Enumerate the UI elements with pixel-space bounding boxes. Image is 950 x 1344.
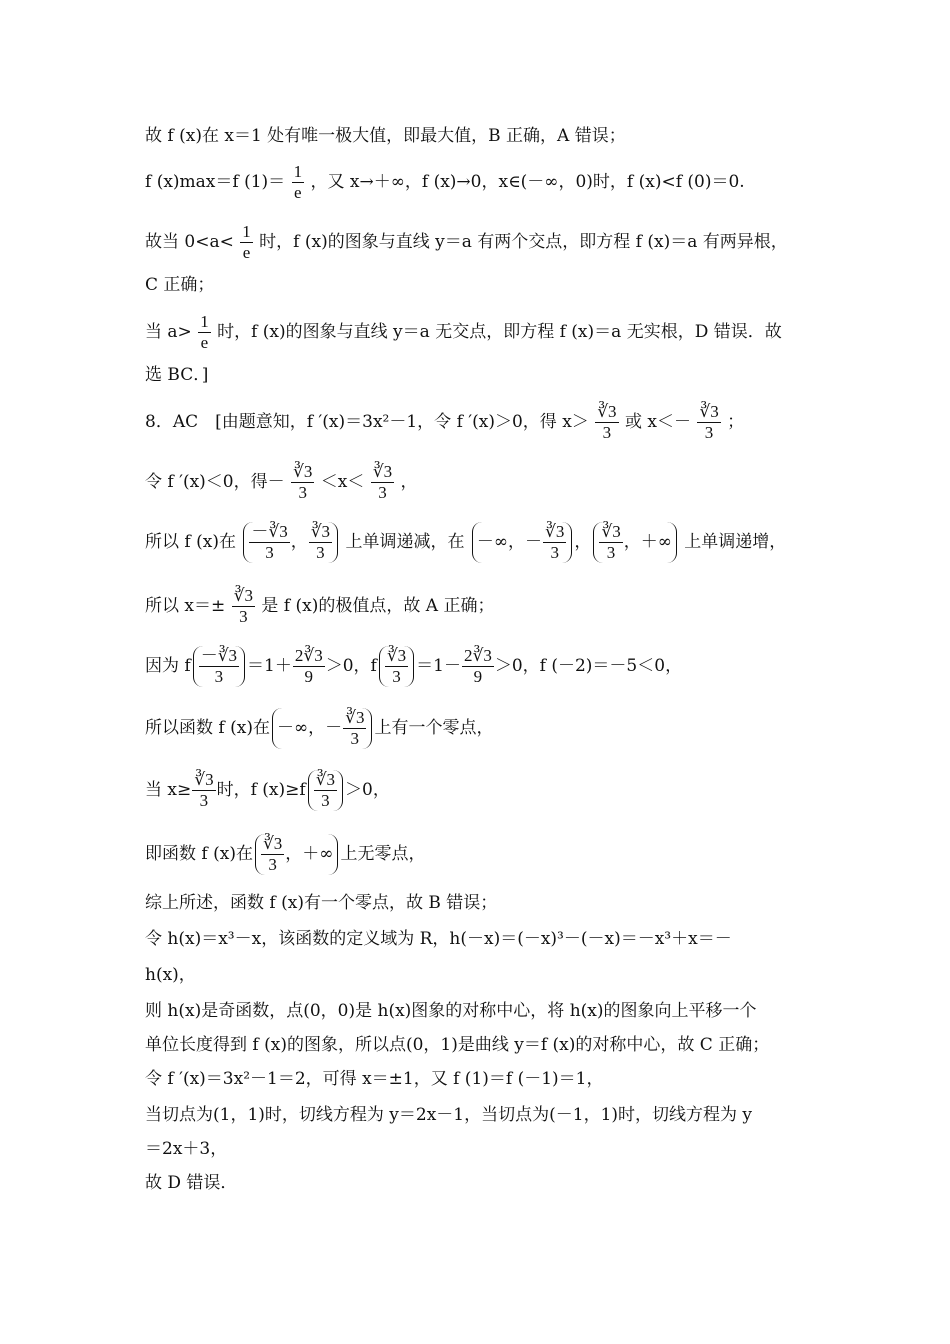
interval-paren [243,522,338,563]
denominator: 9 [304,667,314,686]
line-text: 令 h(x)＝x³－x，该函数的定义域为 R，h(－x)＝(－x)³－(－x)＝－x³＋x＝－ [145,929,732,949]
numerator: －∛3 [200,646,238,665]
line-text: 上有一个零点， [374,718,494,738]
arg-paren [379,646,414,687]
denominator: e [294,183,302,202]
text-line-4 [145,274,214,296]
denominator: 3 [239,607,248,626]
text-line-12 [145,708,493,749]
comma: ， [285,844,303,864]
line-text: ＞0，f [325,656,377,676]
denominator: 3 [704,423,714,442]
fraction-cbrt3-over-3 [232,586,255,627]
punctuation: ； [727,412,745,432]
fraction-one-over-e [240,222,253,263]
line-text: h(x)， [145,965,196,985]
text-line-23 [145,1172,237,1194]
fraction-2cbrt3-over-9 [462,646,494,687]
line-text: 或 x＜－ [624,412,691,432]
text-line-13 [145,770,390,811]
fraction-cbrt3-over-3 [192,770,215,811]
numerator: ∛3 [310,522,331,541]
line-text: ＝1－ [416,656,461,676]
text-line-7 [145,402,744,443]
denominator: 3 [350,729,360,748]
text-line-9 [145,522,786,563]
neg-inf: －∞ [476,532,509,552]
fraction-cbrt3-over-3 [595,402,618,443]
text-line-20 [145,1068,604,1090]
line-text: 令 f ′(x)＝3x²－1＝2，可得 x＝±1，又 f (1)＝f (－1)＝1， [145,1069,604,1089]
denominator: 3 [298,483,307,502]
fraction-cbrt3-over-3 [599,522,622,563]
text-line-21 [145,1104,752,1126]
interval-paren [255,834,339,875]
numerator: ∛3 [372,462,393,481]
line-text: 时，f (x)≥f [216,780,306,800]
denominator: 3 [321,791,330,810]
denominator: 3 [392,667,401,686]
fraction-cbrt3-over-3 [261,834,284,875]
fraction-neg-cbrt3-over-3 [199,646,239,687]
line-text: 故 D 错误． [145,1173,238,1193]
line-text: 时，f (x)的图象与直线 y＝a 无交点，即方程 f (x)＝a 无实根，D 错误．故 [217,322,782,342]
numerator: 1 [200,312,209,331]
fraction-one-over-e [292,162,305,203]
fraction-cbrt3-over-3 [314,770,337,811]
numerator: ∛3 [293,462,313,481]
fraction-2cbrt3-over-9 [293,646,325,687]
text-line-3 [145,222,788,263]
denominator: 3 [602,423,612,442]
text-line-5 [145,312,782,353]
comma: ， [508,532,526,552]
line-text: 单位长度得到 f (x)的图象，所以点(0，1)是曲线 y＝f (x)的对称中心，故 C 正确； [145,1035,770,1055]
arg-paren [193,646,245,687]
numerator: ∛3 [699,402,719,421]
line-text: 综上所述，函数 f (x)有一个零点，故 B 错误； [145,893,498,913]
line-text: ＝1＋ [247,656,292,676]
line-text: 故 f (x)在 x＝1 处有唯一极大值，即最大值，B 正确，A 错误； [145,126,626,146]
text-line-8 [145,462,418,503]
text-line-22 [145,1138,227,1160]
numerator: ∛3 [194,770,214,789]
denominator: 3 [265,543,274,562]
line-text: 令 f ′(x)＜0，得－ [145,472,285,492]
line-text: 所以 x＝± [145,596,226,616]
numerator: 1 [293,162,303,181]
denominator: e [242,243,251,262]
neg-inf: －∞ [276,718,309,738]
numerator: ∛3 [262,834,283,853]
numerator: ∛3 [601,522,621,541]
text-line-15 [145,892,497,914]
denominator: 3 [550,543,559,562]
pos-inf: ＋∞ [640,532,672,552]
text-line-18 [145,1000,757,1022]
line-text: ＝2x＋3， [145,1139,228,1159]
denominator: 3 [378,483,387,502]
text-line-2 [145,162,745,203]
denominator: 9 [473,667,483,686]
line-text: 则 h(x)是奇函数，点(0，0)是 h(x)图象的对称中心，将 h(x)的图象向上平移一个 [145,1001,757,1021]
line-text: ＞0，f (－2)＝－5＜0， [494,656,683,676]
line-text: ，又 x→＋∞，f (x)→0，x∈(－∞，0)时，f (x)<f (0)＝0. [310,172,745,192]
denominator: 3 [214,667,224,686]
line-text: 上单调递增， [684,532,787,552]
arg-paren [308,770,343,811]
line-text: 上单调递减，在 [345,532,465,552]
numerator: 2∛3 [294,646,323,665]
text-line-11 [145,646,682,687]
line-text: 即函数 f (x)在 [145,844,253,864]
fraction-neg-cbrt3-over-3 [249,522,289,563]
numerator: －∛3 [251,522,288,541]
line-text: 8．AC [由题意知，f ′(x)＝3x²－1，令 f ′(x)＞0，得 x＞ [145,412,589,432]
denominator: 3 [606,543,616,562]
pos-inf: ＋∞ [302,844,334,864]
fraction-cbrt3-over-3 [291,462,314,503]
line-text: 所以函数 f (x)在 [145,718,270,738]
fraction-cbrt3-over-3 [343,708,366,749]
interval-paren: －∞，－ $\frac{∛3}{3}$ [472,522,573,563]
line-text: 故当 0<a< [145,232,234,252]
numerator: ∛3 [386,646,407,665]
fraction-cbrt3-over-3 [371,462,394,503]
line-text: ＞0， [345,780,390,800]
comma: ， [574,532,592,552]
comma: ， [308,718,326,738]
numerator: ∛3 [315,770,336,789]
interval-paren: －∞，－ $\frac{∛3}{3}$ [272,708,373,749]
line-text: 是 f (x)的极值点，故 A 正确； [261,596,495,616]
numerator: ∛3 [597,402,617,421]
line-text: 因为 f [145,656,191,676]
text-line-10 [145,586,494,627]
line-text: f (x)max＝f (1)＝ [145,172,286,192]
numerator: ∛3 [545,522,565,541]
text-line-19 [145,1034,769,1056]
comma: ， [290,532,308,552]
interval-paren [593,522,677,563]
fraction-cbrt3-over-3 [697,402,720,443]
fraction-cbrt3-over-3 [309,522,332,563]
denominator: 3 [199,791,209,810]
numerator: 1 [242,222,251,241]
numerator: ∛3 [345,708,365,727]
line-text: 当 x≥ [145,780,192,800]
text-line-16 [145,928,732,950]
line-text: ＜x＜ [320,472,365,492]
denominator: 3 [268,855,277,874]
denominator: 3 [316,543,325,562]
text-line-1 [145,125,626,147]
comma: ， [623,532,641,552]
line-text: 当 a> [145,322,192,342]
line-text: C 正确； [145,275,215,295]
text-line-17 [145,964,196,986]
line-text: 所以 f (x)在 [145,532,236,552]
text-line-14 [145,834,425,875]
line-text: 当切点为(1，1)时，切线方程为 y＝2x－1，当切点为(－1，1)时，切线方程为 y [145,1105,753,1125]
text-line-6 [145,364,208,386]
fraction-cbrt3-over-3 [543,522,566,563]
numerator: 2∛3 [464,646,492,665]
line-text: 选 BC．] [145,365,209,385]
punctuation: ， [400,472,418,492]
denominator: e [200,333,209,352]
fraction-one-over-e [198,312,211,353]
line-text: 时，f (x)的图象与直线 y＝a 有两个交点，即方程 f (x)＝a 有两异根， [259,232,788,252]
line-text: 上无零点， [340,844,426,864]
fraction-cbrt3-over-3 [385,646,408,687]
numerator: ∛3 [233,586,253,605]
